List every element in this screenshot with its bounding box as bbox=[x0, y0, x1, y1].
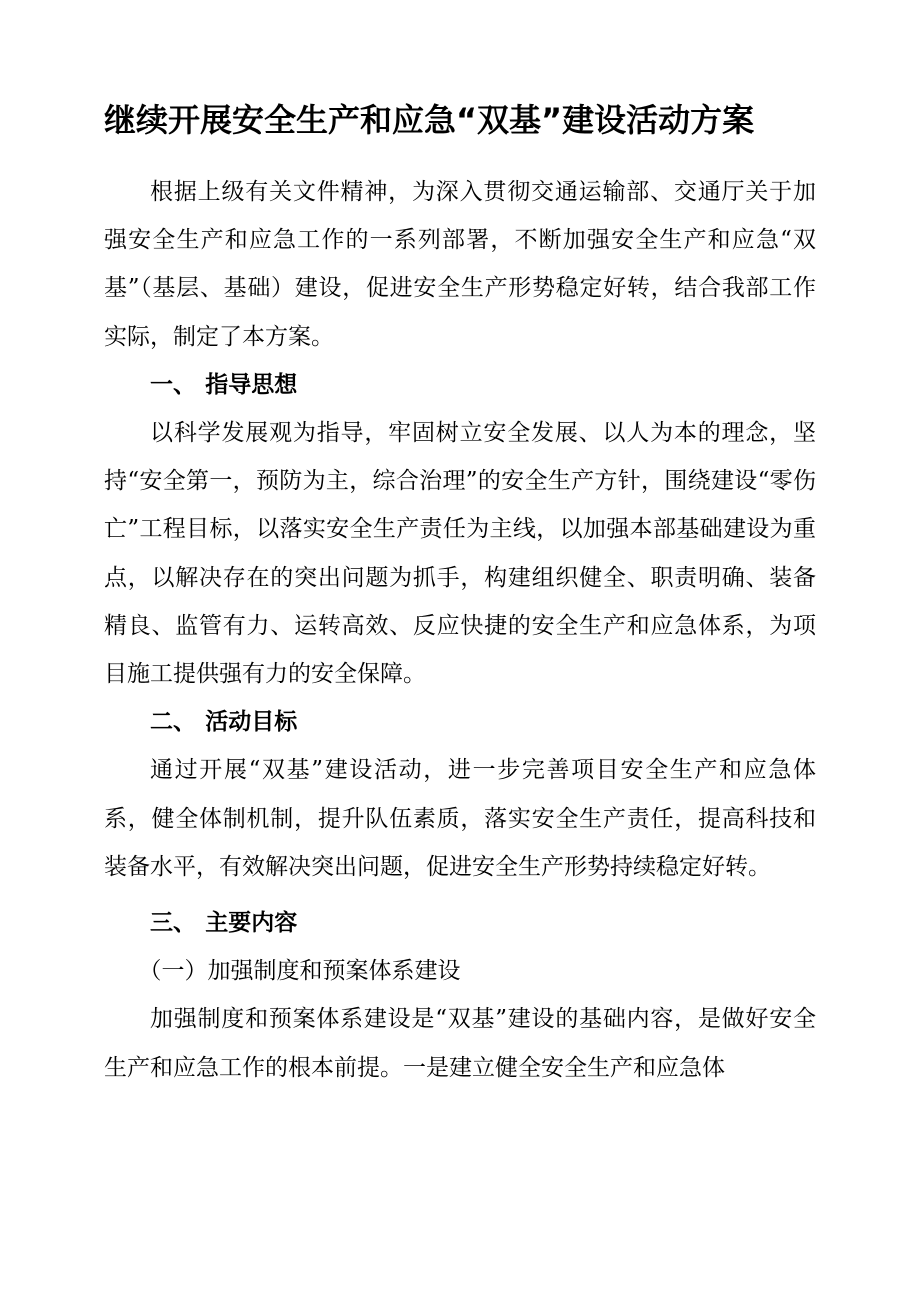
section-number-3: 三、 bbox=[150, 910, 196, 937]
spacer bbox=[104, 891, 816, 899]
section-title-1: 指导思想 bbox=[205, 371, 298, 398]
section-heading-1 bbox=[104, 361, 816, 409]
section-title-3: 主要内容 bbox=[205, 910, 298, 937]
section-heading-3 bbox=[104, 899, 816, 947]
intro-paragraph: 根据上级有关文件精神，为深入贯彻交通运输部、交通厅关于加强安全生产和应急工作的一系列部署，不断加强安全生产和应急“双基”（基层、基础）建设，促进安全生产形势稳定好转，结合我部工作实际，制定了本方案。 bbox=[104, 179, 816, 350]
section-number-1: 一、 bbox=[150, 371, 196, 398]
section-paragraph-2: 通过开展“双基”建设活动，进一步完善项目安全生产和应急体系，健全体制机制，提升队伍素质，落实安全生产责任，提高科技和装备水平，有效解决突出问题，促进安全生产形势持续稳定好转。 bbox=[104, 757, 816, 880]
section-paragraph-1: 以科学发展观为指导，牢固树立安全发展、以人为本的理念，坚持“安全第一，预防为主，综合治理”的安全生产方针，围绕建设“零伤亡”工程目标，以落实安全生产责任为主线，以加强本部基础建设为重点，以解决存在的突出问题为抓手，构建组织健全、职责明确、装备精良、监管有力、运转高效、反应快捷的安全生产和应急体系，为项目施工提供强有力的安全保障。 bbox=[104, 420, 816, 688]
section-number-2: 二、 bbox=[150, 709, 196, 736]
document-title: 继续开展安全生产和应急“双基”建设活动方案 bbox=[104, 101, 755, 139]
subsection-heading-3-1: （一）加强制度和预案体系建设 bbox=[138, 958, 461, 985]
section-paragraph-3: 加强制度和预案体系建设是“双基”建设的基础内容，是做好安全生产和应急工作的根本前提。一是建立健全安全生产和应急体 bbox=[104, 1006, 816, 1081]
section-title-2: 活动目标 bbox=[205, 709, 298, 736]
section-heading-2 bbox=[104, 698, 816, 746]
document-body bbox=[104, 168, 816, 1092]
